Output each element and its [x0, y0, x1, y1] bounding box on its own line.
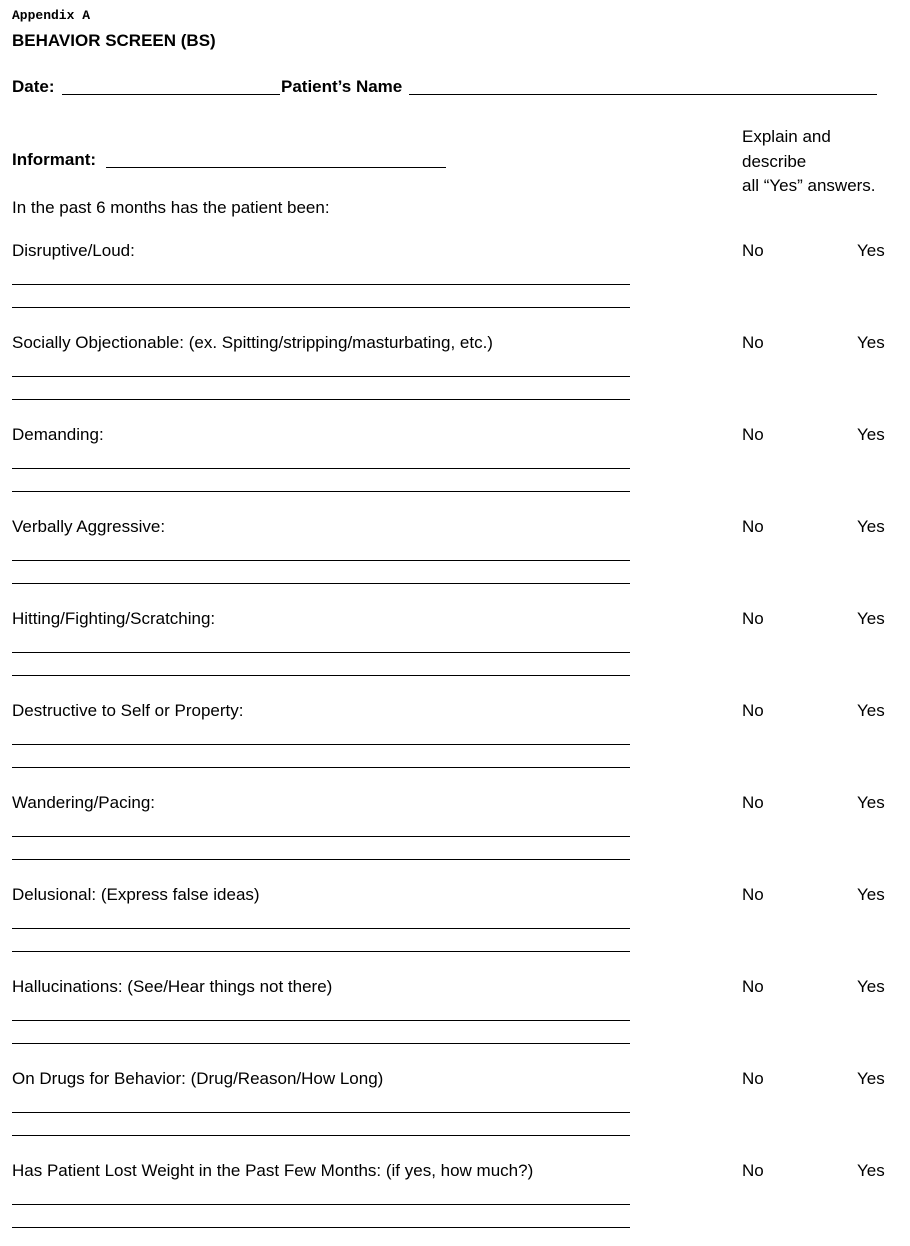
yes-option[interactable]: Yes	[857, 885, 885, 904]
question-label: Hallucinations: (See/Hear things not there)	[12, 977, 333, 996]
question-label: On Drugs for Behavior: (Drug/Reason/How Long)	[12, 1069, 384, 1088]
no-option[interactable]: No	[742, 1069, 764, 1088]
yes-option[interactable]: Yes	[857, 241, 885, 260]
explain-instruction	[742, 125, 902, 199]
answer-line[interactable]	[12, 767, 630, 768]
answer-line[interactable]	[12, 951, 630, 952]
question-label: Socially Objectionable: (ex. Spitting/stripping/masturbating, etc.)	[12, 333, 493, 352]
answer-line[interactable]	[12, 399, 630, 400]
question-label: Demanding:	[12, 425, 104, 444]
explain-line-3: all “Yes” answers.	[742, 176, 876, 195]
no-option[interactable]: No	[742, 517, 764, 536]
yes-option[interactable]: Yes	[857, 793, 885, 812]
informant-label: Informant:	[12, 150, 97, 169]
answer-line[interactable]	[12, 675, 630, 676]
question-label: Has Patient Lost Weight in the Past Few Months: (if yes, how much?)	[12, 1161, 534, 1180]
yes-option[interactable]: Yes	[857, 977, 885, 996]
answer-line[interactable]	[12, 1112, 630, 1113]
explain-line-2: describe	[742, 151, 807, 171]
answer-line[interactable]	[12, 1020, 630, 1021]
answer-line[interactable]	[12, 284, 630, 285]
question-label: Destructive to Self or Property:	[12, 701, 244, 720]
explain-line-1: Explain and	[742, 127, 831, 146]
yes-option[interactable]: Yes	[857, 517, 885, 536]
form-title: BEHAVIOR SCREEN (BS)	[12, 31, 216, 50]
answer-line[interactable]	[12, 307, 630, 308]
answer-line[interactable]	[12, 560, 630, 561]
no-option[interactable]: No	[742, 793, 764, 812]
no-option[interactable]: No	[742, 425, 764, 444]
answer-line[interactable]	[12, 583, 630, 584]
question-label: Delusional: (Express false ideas)	[12, 885, 260, 904]
patient-name-field[interactable]	[409, 94, 877, 95]
no-option[interactable]: No	[742, 241, 764, 260]
question-label: Disruptive/Loud:	[12, 241, 135, 260]
no-option[interactable]: No	[742, 885, 764, 904]
patient-name-label: Patient’s Name	[281, 77, 403, 96]
answer-line[interactable]	[12, 1135, 630, 1136]
yes-option[interactable]: Yes	[857, 1161, 885, 1180]
answer-line[interactable]	[12, 859, 630, 860]
yes-option[interactable]: Yes	[857, 701, 885, 720]
yes-option[interactable]: Yes	[857, 333, 885, 352]
yes-option[interactable]: Yes	[857, 425, 885, 444]
answer-line[interactable]	[12, 744, 630, 745]
appendix-label: Appendix A	[12, 8, 91, 23]
answer-line[interactable]	[12, 836, 630, 837]
question-label: Wandering/Pacing:	[12, 793, 156, 812]
question-label: Hitting/Fighting/Scratching:	[12, 609, 216, 628]
answer-line[interactable]	[12, 928, 630, 929]
no-option[interactable]: No	[742, 701, 764, 720]
informant-field[interactable]	[106, 167, 446, 168]
date-label: Date:	[12, 77, 55, 96]
answer-line[interactable]	[12, 1227, 630, 1228]
intro-text: In the past 6 months has the patient been:	[12, 198, 330, 217]
answer-line[interactable]	[12, 1204, 630, 1205]
yes-option[interactable]: Yes	[857, 1069, 885, 1088]
no-option[interactable]: No	[742, 609, 764, 628]
question-label: Verbally Aggressive:	[12, 517, 166, 536]
date-field[interactable]	[62, 94, 280, 95]
answer-line[interactable]	[12, 652, 630, 653]
answer-line[interactable]	[12, 1043, 630, 1044]
yes-option[interactable]: Yes	[857, 609, 885, 628]
answer-line[interactable]	[12, 376, 630, 377]
no-option[interactable]: No	[742, 977, 764, 996]
answer-line[interactable]	[12, 468, 630, 469]
answer-line[interactable]	[12, 491, 630, 492]
no-option[interactable]: No	[742, 1161, 764, 1180]
no-option[interactable]: No	[742, 333, 764, 352]
